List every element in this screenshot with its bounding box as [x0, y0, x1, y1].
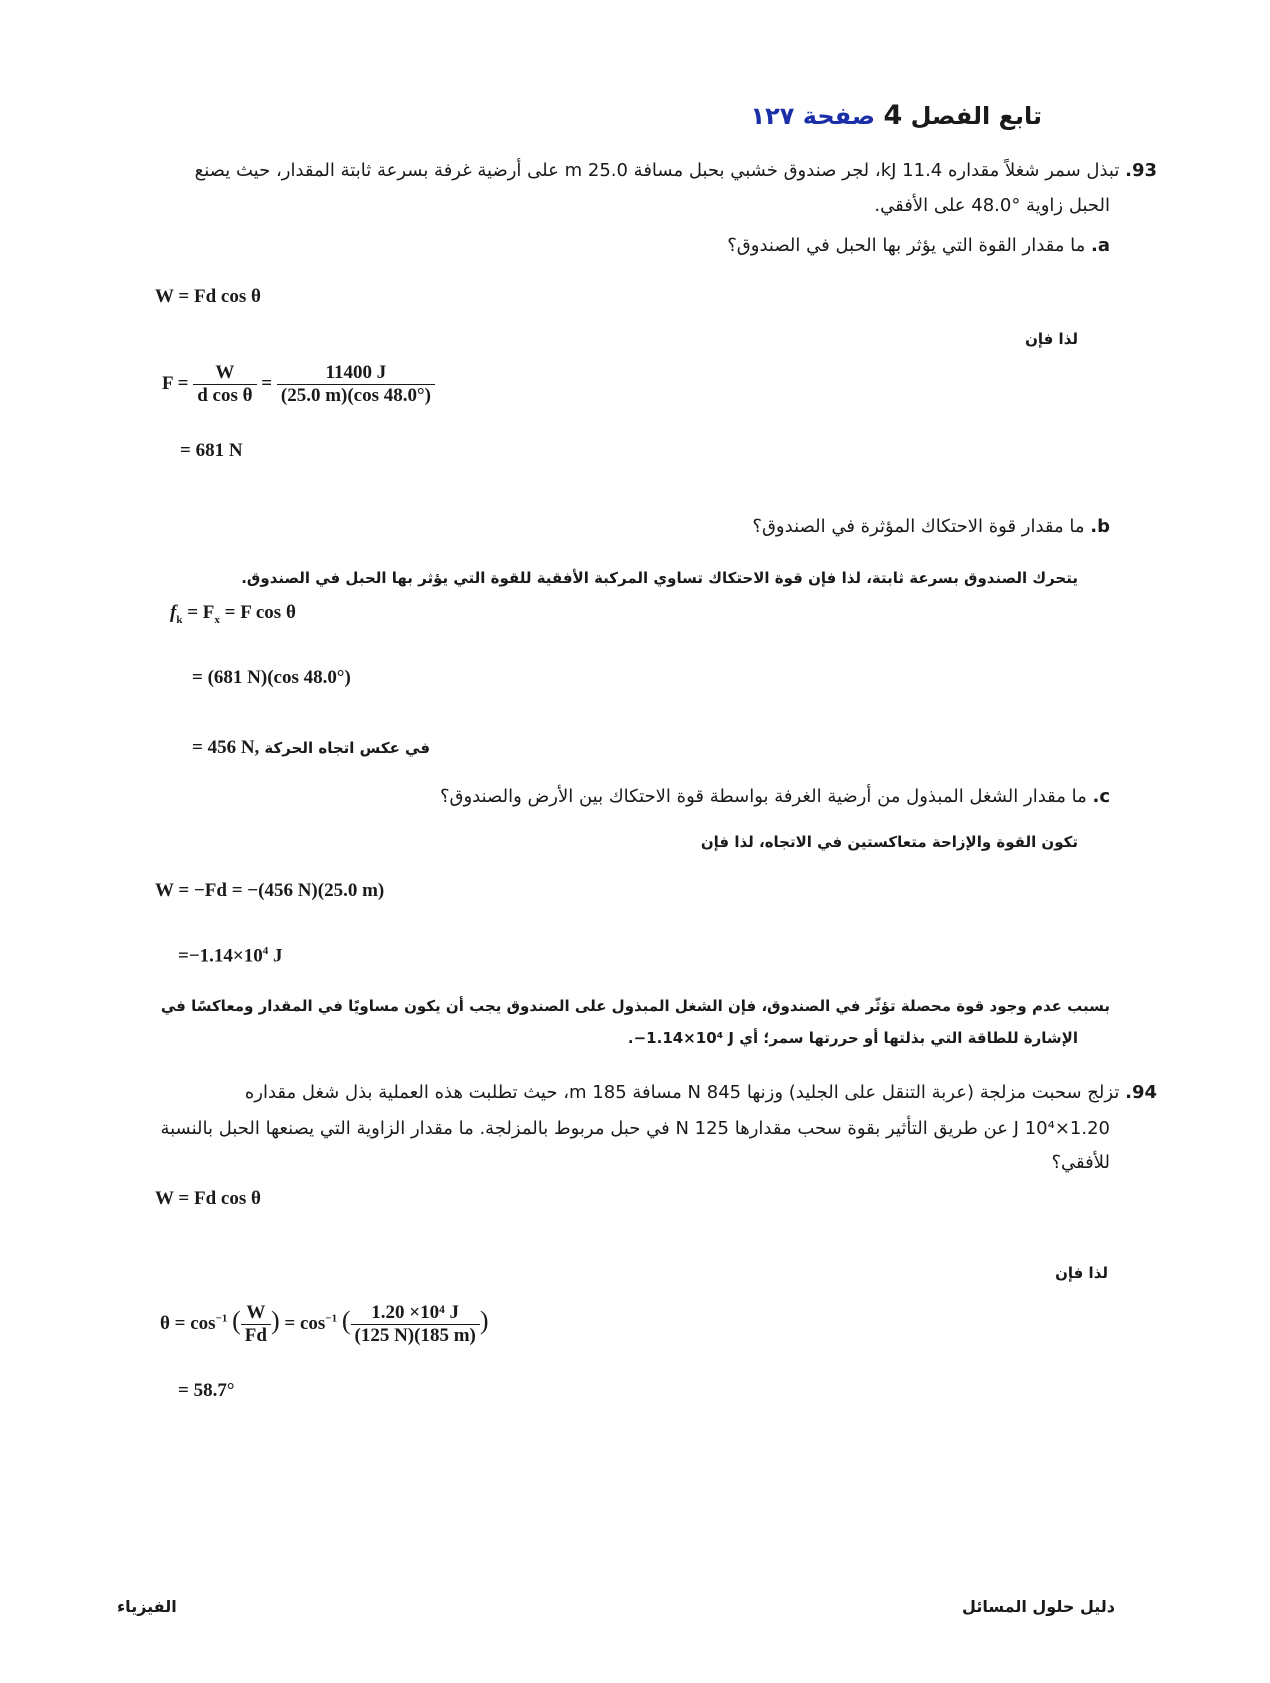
- page-header: [750, 100, 1042, 131]
- fraction-w-over-dcos: $\frac{W}{\text{d cos θ}}$: [193, 362, 256, 407]
- q94-so-label: لذا فإن: [1055, 1264, 1108, 1282]
- q93b-friction-equation: $f_k = F_x = F$ cos θ: [170, 602, 296, 626]
- q93c-conclusion-line2: الإشارة للطاقة التي بذلتها أو حررتها سمر؛ أي ‎−1.14×10⁴ J.: [627, 1029, 1078, 1047]
- direction-note: في عكس اتجاه الحركة: [264, 739, 431, 757]
- q93a-so-label: لذا فإن: [1025, 330, 1078, 348]
- q93b-explanation: يتحرك الصندوق بسرعة ثابتة، لذا فإن قوة الاحتكاك تساوي المركبة الأفقية للقوة التي يؤثر بها الحبل في الصندوق.: [241, 569, 1078, 587]
- fraction-numeric-angle: $\frac{\text{1.20 ×10⁴ J}}{(125 N)(185 m)}$: [351, 1302, 480, 1347]
- header-prefix: تابع الفصل: [910, 102, 1042, 130]
- q93b-substitution: = (681 N)(cos 48.0°): [192, 667, 351, 688]
- chapter-number: 4: [883, 100, 903, 131]
- q94-result: = 58.7°: [178, 1380, 235, 1401]
- q94-line2: 1.20×10⁴ J عن طريق التأثير بقوة سحب مقدارها 125 N في حبل مربوط بالمزلجة. ما مقدار الزاوية التي يصنعها الحبل بالنسبة: [160, 1118, 1110, 1139]
- q93b-result: = 456 N, في عكس اتجاه الحركة: [192, 737, 431, 758]
- q94-work-equation: W = Fd cos θ: [155, 1188, 261, 1209]
- q94-number: 94.: [1125, 1082, 1157, 1103]
- q94-line3: للأفقي؟: [1051, 1152, 1110, 1173]
- q93c-work-equation: W = −Fd = −(456 N)(25.0 m): [155, 880, 385, 901]
- q93a-work-equation: W = Fd cos θ: [155, 286, 261, 307]
- q93-line1: 93. تبذل سمر شغلاً مقداره 11.4 kJ، لجر صندوق خشبي بحبل مسافة 25.0 m على أرضية غرفة بسرعة ثابتة المقدار، حيث يصنع: [194, 160, 1157, 181]
- q94-angle-equation: $\theta = \cos^{-1}$ ( $\frac{W}{Fd}$ ) = $\cos^{-1}$ ( $\frac{\text{1.20 ×10⁴ J}}{(125 N)(185 m)}$ ): [160, 1302, 489, 1346]
- q93c-conclusion-line1: بسبب عدم وجود قوة محصلة تؤثّر في الصندوق، فإن الشغل المبذول على الصندوق يجب أن يكون مساويًا في المقدار ومعاكسًا في: [160, 997, 1110, 1015]
- q94-line1: 94. تزلج سحبت مزلجة (عربة التنقل على الجليد) وزنها 845 N مسافة 185 m، حيث تطلبت هذه العملية بذل شغل مقداره: [244, 1082, 1157, 1103]
- footer-subject: الفيزياء: [117, 1597, 177, 1616]
- q93a-force-equation: F = $\frac{W}{\text{d cos θ}}$ = $\frac{11400 J}{(25.0 m)(\cos 48.0^\circ)}$: [162, 362, 435, 407]
- q93-number: 93.: [1125, 160, 1157, 181]
- fraction-w-over-fd: $\frac{W}{Fd}$: [241, 1302, 271, 1347]
- footer-guide-title: دليل حلول المسائل: [962, 1597, 1115, 1616]
- q93c-result: $=-1.14\times 10^4$ J: [178, 945, 283, 967]
- q93b-question: b. ما مقدار قوة الاحتكاك المؤثرة في الصندوق؟: [752, 516, 1110, 537]
- fraction-numeric: $\frac{11400 J}{(25.0 m)(\cos 48.0^\circ)}$: [277, 362, 435, 407]
- q93-line2: الحبل زاوية °48.0 على الأفقي.: [874, 195, 1110, 216]
- page-label: صفحة ١٢٧: [750, 102, 876, 130]
- q93c-note: تكون القوة والإزاحة متعاكستين في الاتجاه، لذا فإن: [700, 833, 1078, 851]
- q93a-result: = 681 N: [180, 440, 243, 461]
- q93a-question: a. ما مقدار القوة التي يؤثر بها الحبل في الصندوق؟: [727, 235, 1110, 256]
- q93c-question: c. ما مقدار الشغل المبذول من أرضية الغرفة بواسطة قوة الاحتكاك بين الأرض والصندوق؟: [439, 786, 1110, 807]
